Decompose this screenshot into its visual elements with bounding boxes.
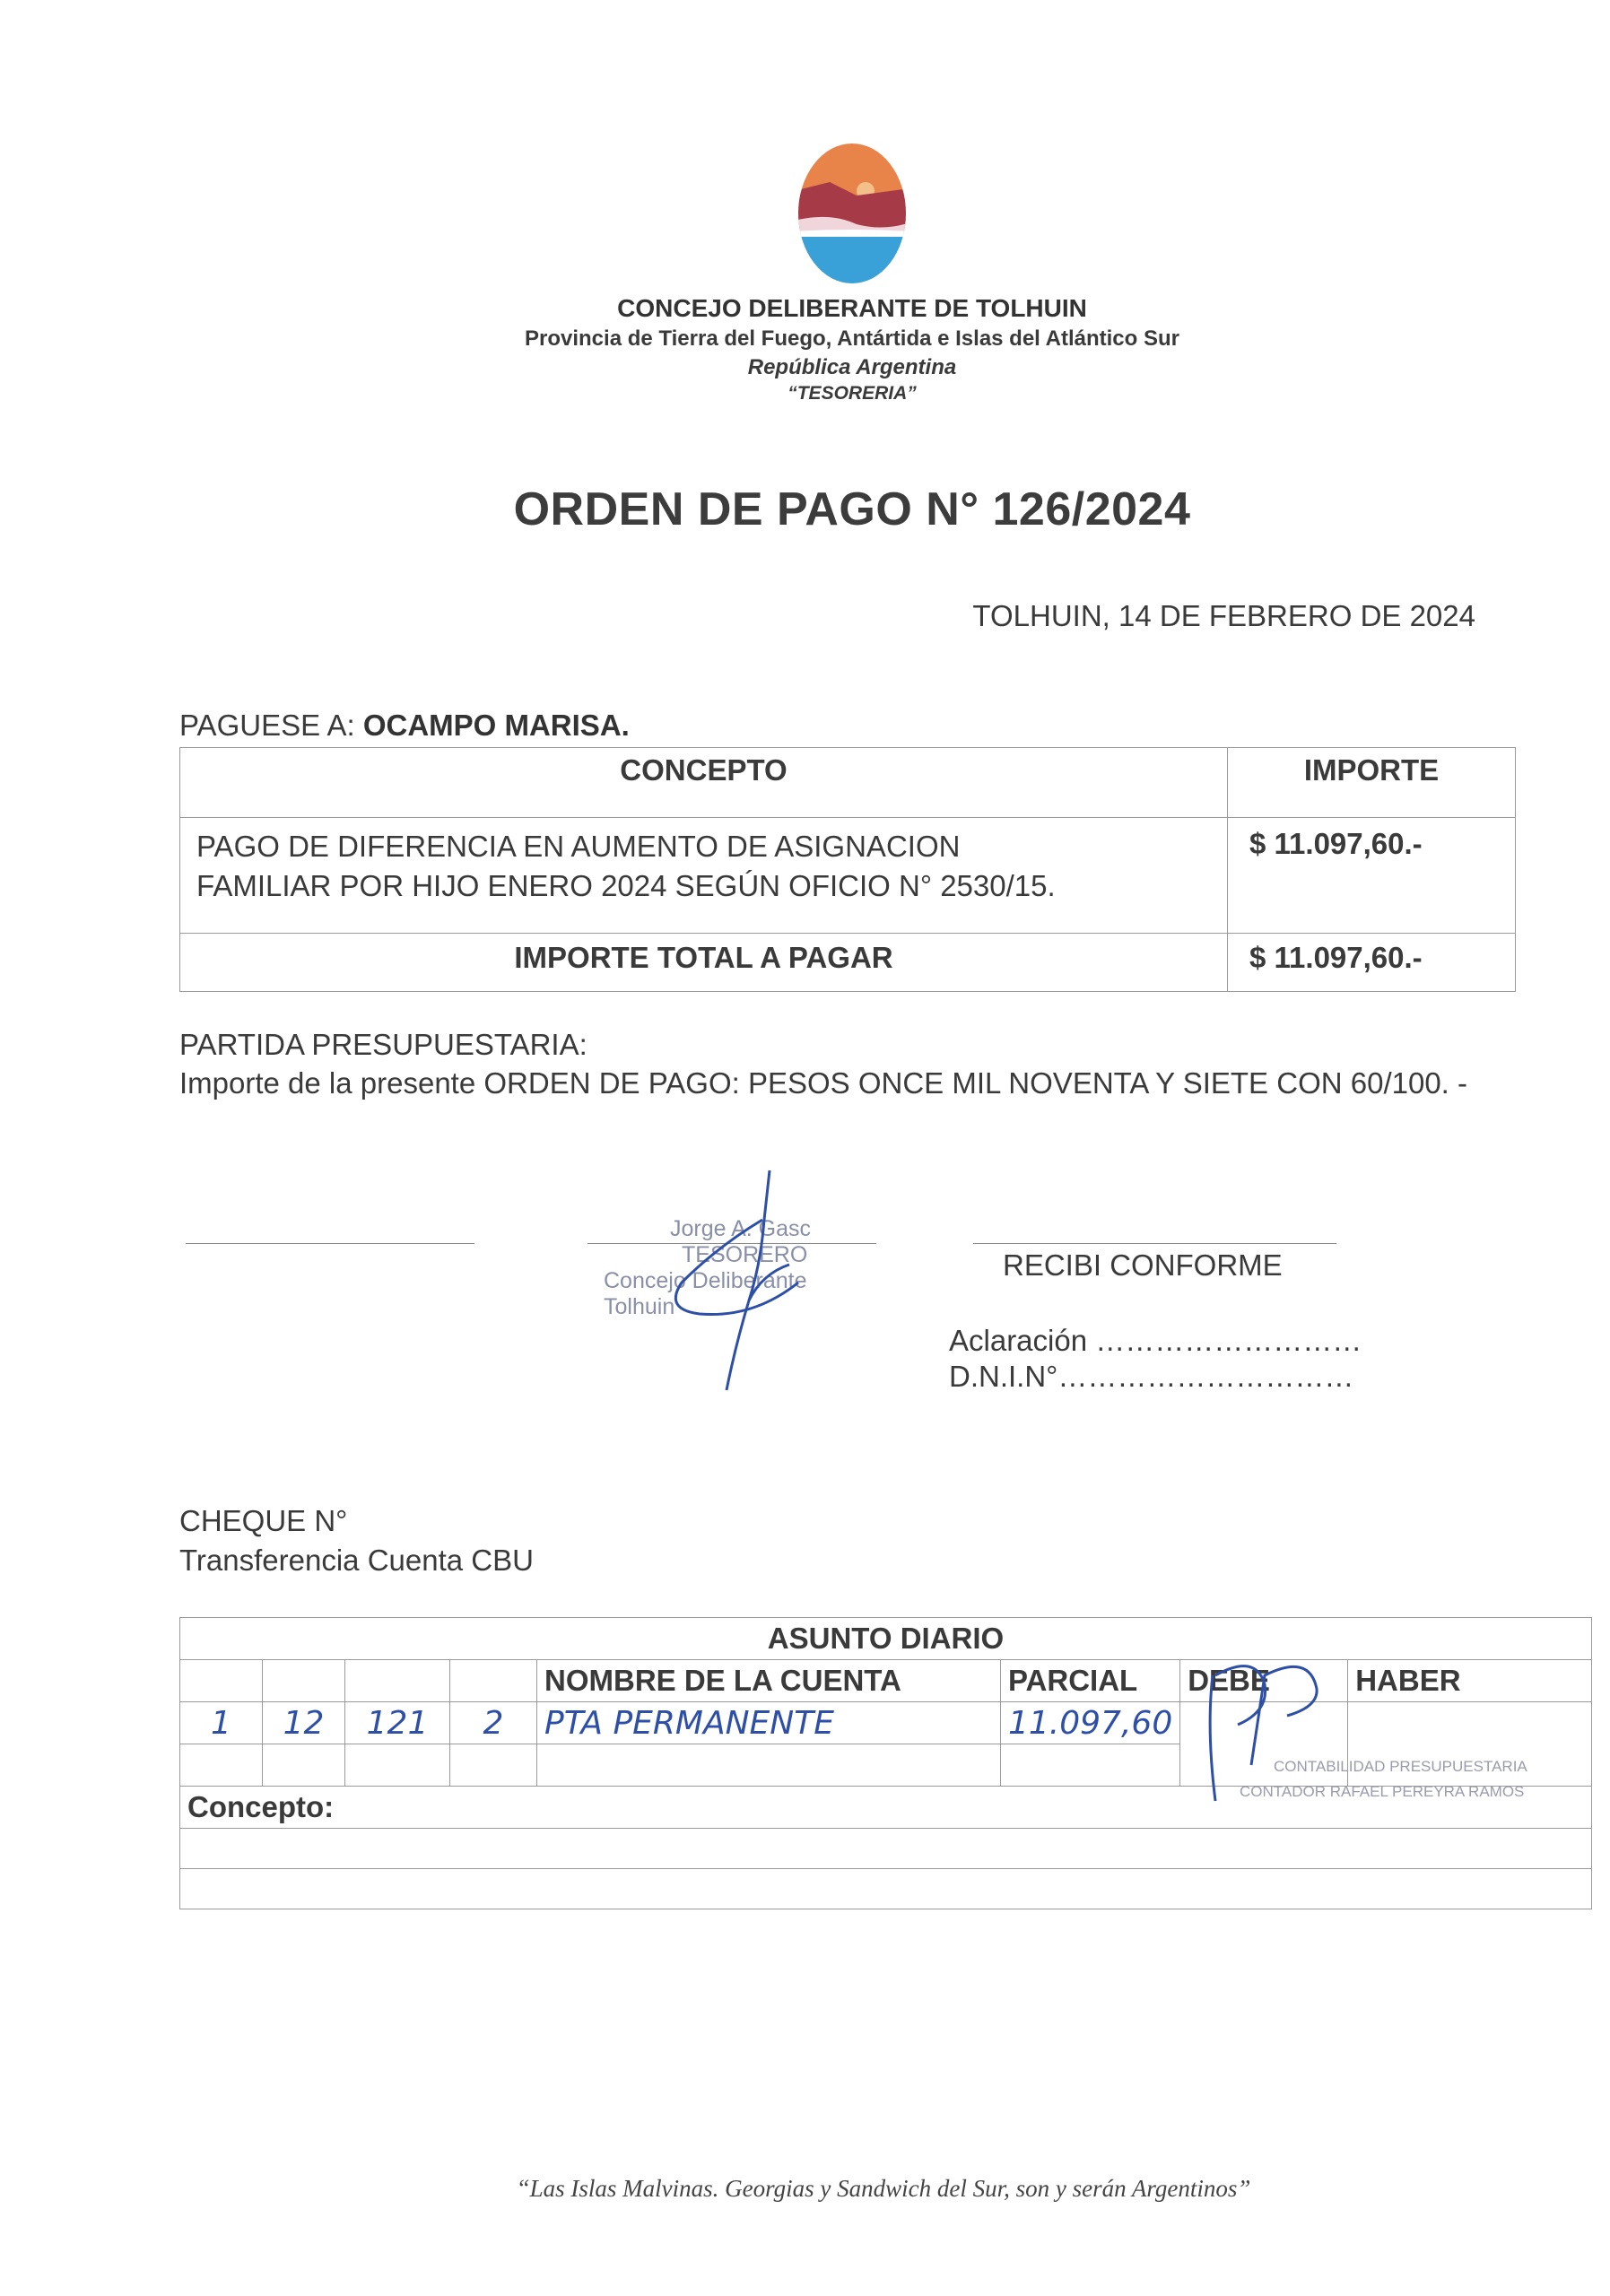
footer-motto: “Las Islas Malvinas. Georgias y Sandwich del Sur, son y serán Argentinos” bbox=[516, 2175, 1251, 2202]
cheque-line: CHEQUE N° bbox=[179, 1504, 348, 1537]
republic-line: República Argentina bbox=[747, 355, 957, 379]
code-header-2 bbox=[263, 1660, 345, 1702]
province-line: Provincia de Tierra del Fuego, Antártida e Islas del Atlántico Sur bbox=[525, 326, 1179, 351]
code-2: 12 bbox=[263, 1702, 345, 1744]
concept-line-2: FAMILIAR POR HIJO ENERO 2024 SEGÚN OFICIO N° 2530/15. bbox=[196, 869, 1056, 902]
receiver-fields bbox=[949, 1323, 1362, 1395]
header-credit: HABER bbox=[1348, 1660, 1592, 1702]
clarification-line: Aclaración ……………………… bbox=[949, 1324, 1362, 1357]
budget-label: PARTIDA PRESUPUESTARIA: bbox=[179, 1028, 587, 1061]
total-label: IMPORTE TOTAL A PAGAR bbox=[180, 934, 1228, 992]
office-line: “TESORERIA” bbox=[788, 383, 917, 404]
code-header-3 bbox=[345, 1660, 450, 1702]
concept-line-1: PAGO DE DIFERENCIA EN AUMENTO DE ASIGNACION bbox=[196, 830, 961, 863]
account-name: PTA PERMANENTE bbox=[537, 1702, 1001, 1744]
journal-title: ASUNTO DIARIO bbox=[180, 1618, 1592, 1660]
dni-line: D.N.I.N°………………………… bbox=[949, 1360, 1354, 1393]
code-header-4 bbox=[450, 1660, 537, 1702]
logo bbox=[794, 142, 910, 285]
partial-amount: 11.097,60 bbox=[1001, 1702, 1180, 1744]
page-title: ORDEN DE PAGO N° 126/2024 bbox=[513, 483, 1191, 535]
header-amount: IMPORTE bbox=[1228, 748, 1516, 818]
budget-section bbox=[179, 1025, 1507, 1102]
concept-line bbox=[180, 1869, 1592, 1909]
code-3: 121 bbox=[345, 1702, 450, 1744]
header-concept: CONCEPTO bbox=[180, 748, 1228, 818]
payment-method bbox=[179, 1501, 534, 1580]
concept-line bbox=[180, 1829, 1592, 1869]
signature-line-left bbox=[186, 1243, 474, 1244]
accounting-stamp-line-1: CONTABILIDAD PRESUPUESTARIA bbox=[1274, 1758, 1527, 1775]
code-1: 1 bbox=[180, 1702, 263, 1744]
place-date: TOLHUIN, 14 DE FEBRERO DE 2024 bbox=[972, 599, 1475, 632]
org-name: CONCEJO DELIBERANTE DE TOLHUIN bbox=[617, 294, 1087, 322]
empty-cell bbox=[450, 1744, 537, 1787]
amount-cell: $ 11.097,60.- bbox=[1228, 818, 1516, 934]
stamp-org: Concejo Deliberante Tolhuin bbox=[604, 1268, 807, 1319]
transfer-line: Transferencia Cuenta CBU bbox=[179, 1544, 534, 1577]
received-label: RECIBI CONFORME bbox=[1003, 1248, 1283, 1282]
payee-line bbox=[179, 709, 630, 743]
total-amount: $ 11.097,60.- bbox=[1228, 934, 1516, 992]
empty-cell bbox=[263, 1744, 345, 1787]
concept-label: Concepto: bbox=[180, 1787, 1592, 1829]
payment-table bbox=[179, 747, 1516, 992]
signature-line-right bbox=[973, 1243, 1336, 1244]
header-partial: PARCIAL bbox=[1001, 1660, 1180, 1702]
accounting-initials bbox=[1202, 1657, 1327, 1810]
header-debit: DEBE bbox=[1180, 1660, 1348, 1702]
budget-amount-text: Importe de la presente ORDEN DE PAGO: PESOS ONCE MIL NOVENTA Y SIETE CON 60/100. - bbox=[179, 1066, 1467, 1100]
empty-cell bbox=[345, 1744, 450, 1787]
empty-cell bbox=[537, 1744, 1001, 1787]
stamp-role: TESORERO bbox=[682, 1242, 808, 1267]
empty-cell bbox=[180, 1744, 263, 1787]
header-account-name: NOMBRE DE LA CUENTA bbox=[537, 1660, 1001, 1702]
accounting-stamp-line-2: CONTADOR RAFAEL PEREYRA RAMOS bbox=[1240, 1783, 1525, 1800]
treasurer-signature bbox=[664, 1166, 843, 1399]
payee-name: OCAMPO MARISA. bbox=[362, 709, 630, 742]
payee-label: PAGUESE A: bbox=[179, 709, 355, 742]
code-header-1 bbox=[180, 1660, 263, 1702]
stamp-name: Jorge A. Gasc bbox=[670, 1216, 812, 1241]
concept-cell bbox=[180, 818, 1228, 934]
empty-cell bbox=[1001, 1744, 1180, 1787]
code-4: 2 bbox=[450, 1702, 537, 1744]
